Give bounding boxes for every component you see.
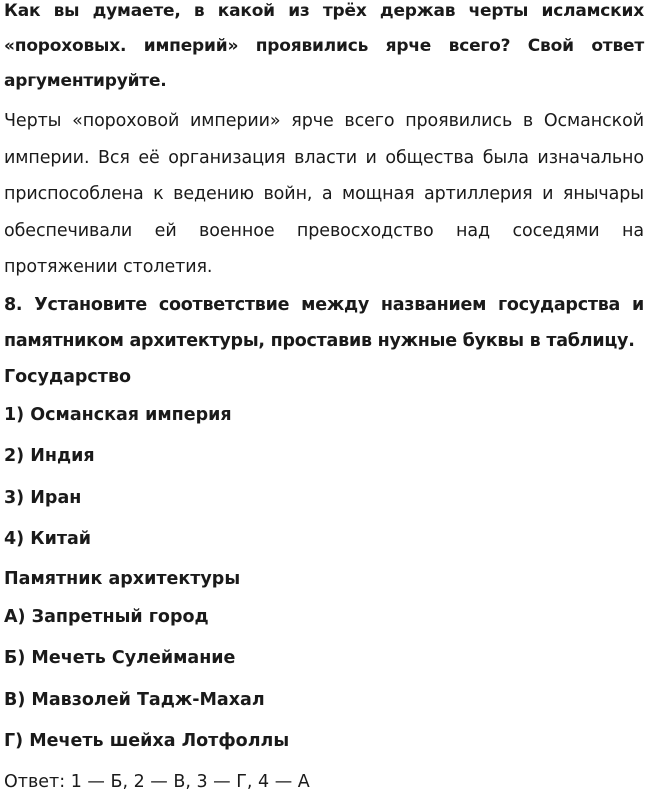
states-list [4, 395, 644, 561]
state-item: 4) Китай [4, 529, 92, 549]
state-item: 3) Иран [4, 487, 82, 508]
monument-item: В) Мавзолей Тадж-Махал [4, 689, 265, 710]
monument-item: Б) Мечеть Сулеймание [4, 648, 236, 668]
monument-item: А) Запретный город [4, 606, 209, 627]
monuments-heading: Памятник архитектуры [4, 568, 241, 589]
state-item: 1) Османская империя [4, 404, 232, 425]
states-heading: Государство [4, 366, 132, 387]
answer-8-text: Ответ: 1 — Б, 2 — В, 3 — Г, 4 — А [4, 771, 310, 792]
state-item: 2) Индия [4, 446, 95, 466]
answer-7-text: Черты «пороховой империи» ярче всего проявились в Османской империи. Вся её организация власти и общества была изначально приспособлена к ведению войн, а мощная артиллерия и янычары обеспечивали ей военное превосходство над соседями на протяжении столетия. [4, 111, 644, 277]
question-8-text: 8. Установите соответствие между названием государства и памятником архитектуры, проставив нужные буквы в таблицу. [4, 294, 644, 351]
monument-item: Г) Мечеть шейха Лотфоллы [4, 731, 290, 751]
question-7-text: Как вы думаете, в какой из трёх держав черты исламских «пороховых. империй» проявились ярче всего? Свой ответ аргументируйте. [4, 1, 644, 91]
document-page [4, 0, 644, 801]
monuments-list [4, 597, 644, 763]
